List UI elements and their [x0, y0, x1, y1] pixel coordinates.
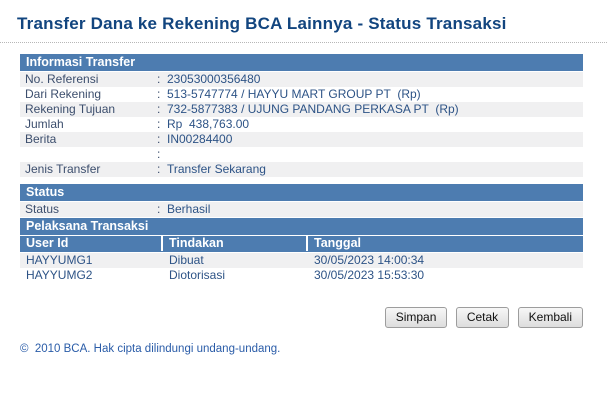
action-button-bar [20, 307, 583, 328]
field-value: 732-5877383 / UJUNG PANDANG PERKASA PT (Rp) [167, 102, 459, 116]
section-spacer [20, 177, 583, 184]
page-title: Transfer Dana ke Rekening BCA Lainnya - Status Transaksi [17, 14, 507, 33]
simpan-button[interactable]: Simpan [385, 307, 448, 328]
colon-separator: : [157, 162, 161, 176]
column-header-user-id: User Id [20, 236, 163, 251]
cell-user-id: HAYYUMG2 [26, 268, 93, 282]
column-header-tindakan: Tindakan [163, 236, 308, 251]
status-value: Berhasil [167, 202, 211, 216]
title-divider [0, 42, 607, 43]
field-value: 23053000356480 [167, 72, 261, 86]
transfer-status-table [20, 54, 583, 283]
table-row [20, 253, 583, 268]
cell-tanggal: 30/05/2023 15:53:30 [314, 268, 425, 282]
cell-tindakan: Dibuat [169, 253, 204, 267]
copyright-footer: © 2010 BCA. Hak cipta dilindungi undang-undang. [20, 343, 281, 355]
cetak-button[interactable]: Cetak [456, 307, 509, 328]
field-label: No. Referensi [25, 72, 99, 86]
info-row-no-referensi [20, 72, 583, 87]
field-label: Dari Rekening [25, 87, 102, 101]
cell-user-id: HAYYUMG1 [26, 253, 93, 267]
colon-separator: : [157, 132, 161, 146]
colon-separator: : [157, 147, 161, 161]
field-value: IN00284400 [167, 132, 233, 146]
field-label: Jumlah [25, 117, 64, 131]
field-label: Jenis Transfer [25, 162, 101, 176]
column-header-tanggal: Tanggal [314, 236, 361, 250]
section-header-informasi-transfer: Informasi Transfer [20, 54, 583, 71]
colon-separator: : [157, 102, 161, 116]
field-label: Berita [25, 132, 57, 146]
section-header-pelaksana-transaksi: Pelaksana Transaksi [20, 218, 583, 235]
field-label: Status [25, 202, 60, 216]
info-row-rekening-tujuan [20, 102, 583, 117]
field-value: Transfer Sekarang [167, 162, 266, 176]
info-row-berita [20, 132, 583, 147]
colon-separator: : [157, 87, 161, 101]
field-label: Rekening Tujuan [25, 102, 116, 116]
cell-tanggal: 30/05/2023 14:00:34 [314, 253, 425, 267]
cell-tindakan: Diotorisasi [169, 268, 226, 282]
info-row-jumlah [20, 117, 583, 132]
colon-separator: : [157, 72, 161, 86]
info-row-dari-rekening [20, 87, 583, 102]
colon-separator: : [157, 202, 161, 216]
field-value: Rp 438,763.00 [167, 117, 250, 131]
colon-separator: : [157, 117, 161, 131]
info-row-berita-line2 [20, 147, 583, 162]
info-row-jenis-transfer [20, 162, 583, 177]
pelaksana-column-header-row [20, 236, 583, 252]
field-value: 513-5747774 / HAYYU MART GROUP PT (Rp) [167, 87, 421, 101]
section-header-status: Status [20, 184, 583, 201]
table-row [20, 268, 583, 283]
status-row [20, 202, 583, 217]
kembali-button[interactable]: Kembali [518, 307, 583, 328]
